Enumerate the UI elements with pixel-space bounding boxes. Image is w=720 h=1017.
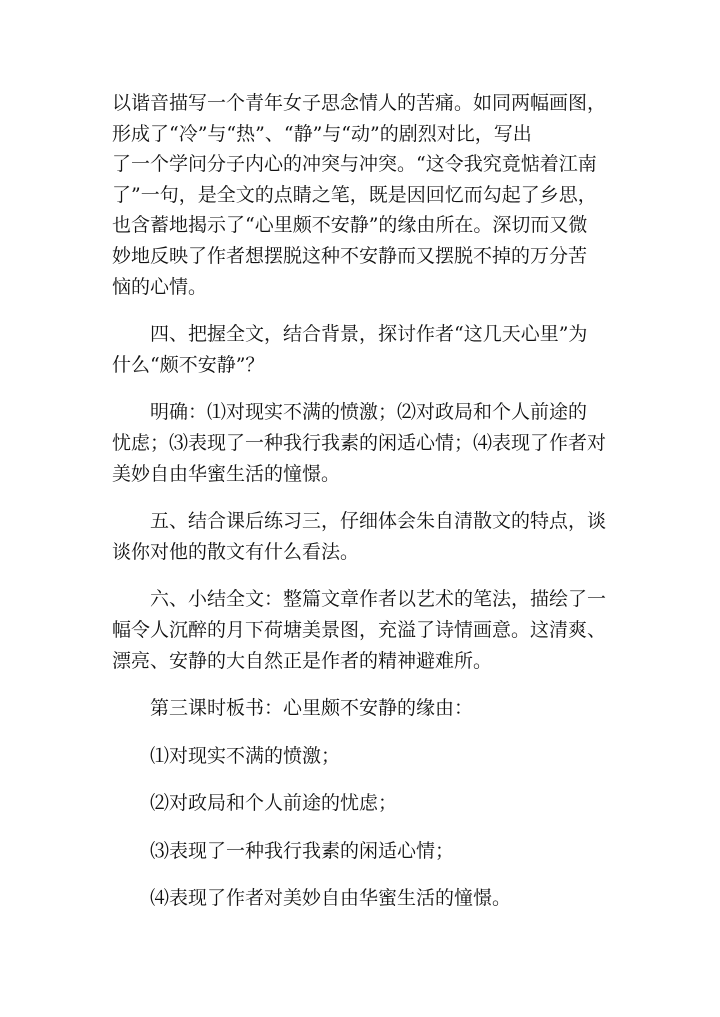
paragraph-board-title [112,693,612,724]
text-line: 幅令人沉醉的月下荷塘美景图，充溢了诗情画意。这清爽、 [112,618,607,641]
paragraph-summary [112,584,612,676]
text-line: 妙地反映了作者想摆脱这种不安静而又摆脱不掉的万分苦 [112,244,588,267]
board-item-4 [112,883,612,914]
text-line: 谈你对他的散文有什么看法。 [112,540,360,563]
text-line: 美妙自由华蜜生活的憧憬。 [112,462,341,485]
text-line: 了一个学问分子内心的冲突与冲突。“这令我究竟惦着江南 [112,153,597,176]
text-line: 忧虑；⑶表现了一种我行我素的闲适心情；⑷表现了作者对 [112,431,607,454]
text-line: 明确：⑴对现实不满的愤激；⑵对政局和个人前途的 [150,401,588,424]
board-item-2 [112,788,612,819]
text-line: 以谐音描写一个青年女子思念情人的苦痛。如同两幅画图， [112,92,607,114]
paragraph-question-4 [112,319,612,380]
text-line: ⑴对现实不满的愤激； [150,744,341,767]
board-item-1 [112,741,612,772]
paragraph-question-5 [112,506,612,567]
text-line: 也含蓄地揭示了“心里颇不安静”的缘由所在。深切而又微 [112,214,588,237]
text-line: 了”一句，是全文的点睛之笔，既是因回忆而勾起了乡思， [112,183,597,206]
text-line: ⑶表现了一种我行我素的闲适心情； [150,839,455,862]
document-page [112,88,612,914]
paragraph-1 [112,88,612,302]
board-item-3 [112,836,612,867]
text-line: 第三课时板书：心里颇不安静的缘由： [150,697,474,720]
text-line: ⑷表现了作者对美妙自由华蜜生活的憧憬。 [150,887,512,910]
text-line: ⑵对政局和个人前途的忧虑； [150,792,398,815]
text-line: 漂亮、安静的大自然正是作者的精神避难所。 [112,649,493,672]
text-line: 什么“颇不安静”？ [112,353,265,376]
text-line: 六、小结全文：整篇文章作者以艺术的笔法，描绘了一 [150,588,607,611]
text-line: 恼的心情。 [112,275,208,298]
text-line: 五、结合课后练习三，仔细体会朱自清散文的特点，谈 [150,510,607,533]
text-line: 形成了“冷”与“热”、“静”与“动”的剧烈对比，写出 [112,122,532,145]
paragraph-answer [112,397,612,489]
text-line: 四、把握全文，结合背景，探讨作者“这几天心里”为 [150,323,588,346]
